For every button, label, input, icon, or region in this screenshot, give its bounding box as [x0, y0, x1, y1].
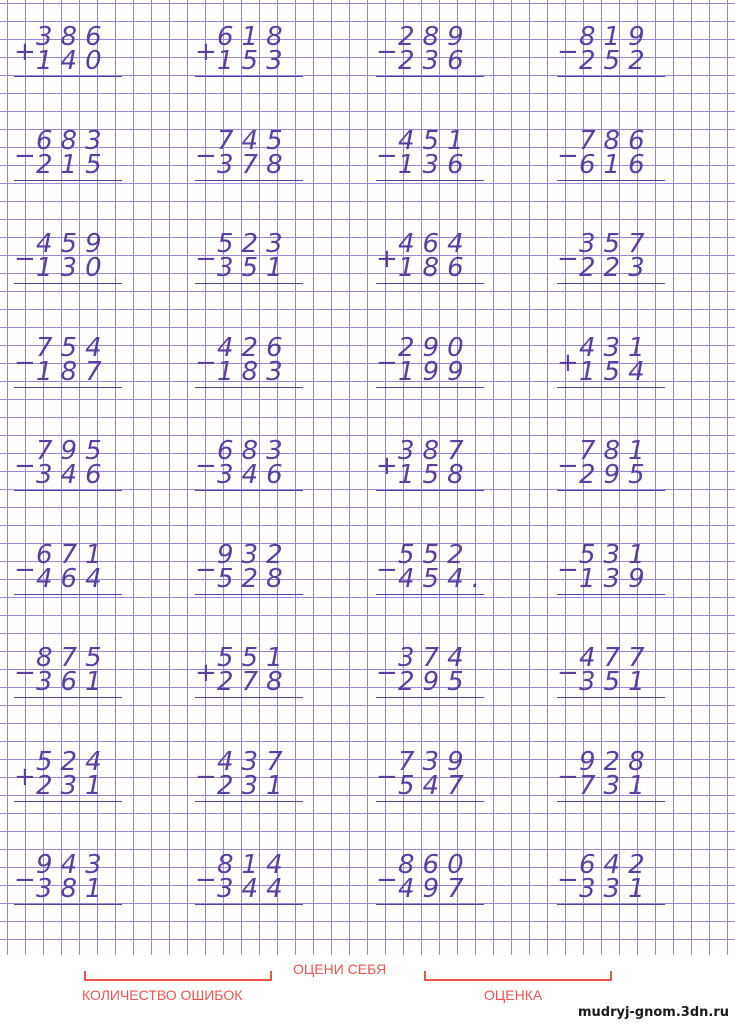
- problem-8: [553, 125, 663, 188]
- minuend: 932: [217, 539, 291, 570]
- problem-29: [10, 746, 120, 809]
- operation-sign: −: [14, 658, 36, 688]
- subtrahend: 231: [36, 770, 110, 801]
- problem-28: [553, 645, 663, 705]
- operation-sign: −: [376, 37, 398, 67]
- subtrahend: 346: [36, 460, 110, 490]
- problem-30: [191, 746, 301, 809]
- self-check-label: ОЦЕНИ СЕБЯ: [293, 961, 387, 977]
- subtrahend: 252: [579, 46, 653, 76]
- problem-27: [372, 645, 482, 705]
- problem-11: [372, 231, 482, 291]
- operation-sign: −: [195, 761, 217, 792]
- minuend: 290: [398, 332, 472, 363]
- answer-line: [557, 283, 665, 284]
- subtrahend: 187: [36, 356, 110, 387]
- minuend: 374: [398, 643, 472, 673]
- problem-19: [372, 438, 482, 498]
- subtrahend: 295: [579, 460, 653, 490]
- minuend: 781: [579, 436, 653, 466]
- subtrahend: 215: [36, 149, 110, 180]
- problem-7: [372, 125, 482, 188]
- answer-line: [14, 490, 122, 491]
- subtrahend: 361: [36, 667, 110, 697]
- operation-sign: −: [195, 865, 217, 895]
- subtrahend: 616: [579, 149, 653, 180]
- problem-13: [10, 332, 120, 395]
- subtrahend: 158: [398, 460, 472, 490]
- minuend: 431: [579, 332, 653, 363]
- subtrahend: 236: [398, 46, 472, 76]
- answer-line: [376, 387, 484, 388]
- minuend: 795: [36, 436, 110, 466]
- answer-line: [14, 180, 122, 181]
- site-watermark: mudryj-gnom.3dn.ru: [577, 1005, 729, 1020]
- minuend: 289: [398, 22, 472, 52]
- operation-sign: −: [376, 865, 398, 895]
- problem-26: [191, 645, 301, 705]
- minuend: 464: [398, 229, 472, 259]
- subtrahend: 378: [217, 149, 291, 180]
- answer-line: [557, 801, 665, 802]
- subtrahend: 731: [579, 770, 653, 801]
- subtrahend: 547: [398, 770, 472, 801]
- subtrahend: 295: [398, 667, 472, 697]
- operation-sign: −: [14, 244, 36, 274]
- grade-bracket: [424, 971, 612, 981]
- minuend: 552: [398, 539, 472, 570]
- minuend: 551: [217, 643, 291, 673]
- answer-line: [376, 283, 484, 284]
- errors-bracket: [84, 971, 272, 981]
- problem-21: [10, 539, 120, 602]
- operation-sign: −: [557, 140, 579, 171]
- problem-6: [191, 125, 301, 188]
- problem-34: [191, 852, 301, 912]
- operation-sign: −: [557, 244, 579, 274]
- operation-sign: −: [14, 347, 36, 378]
- minuend: 671: [36, 539, 110, 570]
- operation-sign: −: [195, 554, 217, 585]
- problem-14: [191, 332, 301, 395]
- problem-36: [553, 852, 663, 912]
- subtrahend: 351: [217, 253, 291, 283]
- problem-32: [553, 746, 663, 809]
- answer-line: [195, 594, 303, 595]
- problem-18: [191, 438, 301, 498]
- operation-sign: +: [14, 761, 36, 792]
- answer-line: [376, 697, 484, 698]
- operation-sign: −: [376, 347, 398, 378]
- minuend: 683: [36, 125, 110, 156]
- answer-line: [557, 180, 665, 181]
- operation-sign: +: [376, 244, 398, 274]
- answer-line: [14, 76, 122, 77]
- operation-sign: −: [14, 865, 36, 895]
- subtrahend: 153: [217, 46, 291, 76]
- answer-line: [14, 904, 122, 905]
- problem-10: [191, 231, 301, 291]
- subtrahend: 344: [217, 874, 291, 904]
- operation-sign: −: [376, 554, 398, 585]
- operation-sign: −: [557, 37, 579, 67]
- minuend: 819: [579, 22, 653, 52]
- subtrahend: 351: [579, 667, 653, 697]
- minuend: 860: [398, 850, 472, 880]
- subtrahend: 186: [398, 253, 472, 283]
- minuend: 683: [217, 436, 291, 466]
- subtrahend: 497: [398, 874, 472, 904]
- minuend: 943: [36, 850, 110, 880]
- answer-line: [195, 904, 303, 905]
- answer-line: [14, 387, 122, 388]
- problem-22: [191, 539, 301, 602]
- answer-line: [557, 490, 665, 491]
- answer-line: [376, 180, 484, 181]
- answer-line: [195, 283, 303, 284]
- answer-line: [376, 594, 484, 595]
- subtrahend: 278: [217, 667, 291, 697]
- problem-1: [10, 24, 120, 84]
- answer-line: [557, 387, 665, 388]
- problem-3: [372, 24, 482, 84]
- problem-25: [10, 645, 120, 705]
- operation-sign: −: [557, 865, 579, 895]
- problem-2: [191, 24, 301, 84]
- answer-line: [376, 904, 484, 905]
- minuend: 814: [217, 850, 291, 880]
- subtrahend: 199: [398, 356, 472, 387]
- subtrahend: 154: [579, 356, 653, 387]
- subtrahend: 223: [579, 253, 653, 283]
- minuend: 754: [36, 332, 110, 363]
- problem-24: [553, 539, 663, 602]
- subtrahend: 136: [398, 149, 472, 180]
- minuend: 786: [579, 125, 653, 156]
- minuend: 477: [579, 643, 653, 673]
- problem-12: [553, 231, 663, 291]
- subtrahend: 140: [36, 46, 110, 76]
- subtrahend: 528: [217, 563, 291, 594]
- minuend: 745: [217, 125, 291, 156]
- answer-line: [376, 76, 484, 77]
- minuend: 451: [398, 125, 472, 156]
- operation-sign: −: [14, 451, 36, 481]
- minuend: 739: [398, 746, 472, 777]
- minuend: 928: [579, 746, 653, 777]
- minuend: 386: [36, 22, 110, 52]
- operation-sign: −: [557, 761, 579, 792]
- operation-sign: +: [195, 37, 217, 67]
- problem-9: [10, 231, 120, 291]
- subtrahend: 139: [579, 563, 653, 594]
- subtrahend: 454.: [398, 563, 488, 594]
- answer-line: [14, 697, 122, 698]
- minuend: 875: [36, 643, 110, 673]
- answer-line: [14, 594, 122, 595]
- operation-sign: +: [195, 658, 217, 688]
- answer-line: [557, 697, 665, 698]
- answer-line: [195, 801, 303, 802]
- operation-sign: −: [557, 658, 579, 688]
- operation-sign: +: [14, 37, 36, 67]
- answer-line: [195, 387, 303, 388]
- minuend: 357: [579, 229, 653, 259]
- grade-label: ОЦЕНКА: [484, 987, 543, 1003]
- minuend: 618: [217, 22, 291, 52]
- problem-31: [372, 746, 482, 809]
- problem-20: [553, 438, 663, 498]
- problem-23: [372, 539, 488, 602]
- minuend: 437: [217, 746, 291, 777]
- operation-sign: −: [195, 140, 217, 171]
- answer-line: [376, 801, 484, 802]
- operation-sign: −: [376, 140, 398, 171]
- problem-4: [553, 24, 663, 84]
- problem-16: [553, 332, 663, 395]
- subtrahend: 183: [217, 356, 291, 387]
- answer-line: [557, 904, 665, 905]
- problem-33: [10, 852, 120, 912]
- problem-5: [10, 125, 120, 188]
- problem-15: [372, 332, 482, 395]
- minuend: 531: [579, 539, 653, 570]
- subtrahend: 130: [36, 253, 110, 283]
- problem-17: [10, 438, 120, 498]
- answer-line: [195, 180, 303, 181]
- subtrahend: 464: [36, 563, 110, 594]
- minuend: 387: [398, 436, 472, 466]
- operation-sign: −: [376, 761, 398, 792]
- minuend: 426: [217, 332, 291, 363]
- errors-label: КОЛИЧЕСТВО ОШИБОК: [82, 987, 243, 1003]
- answer-line: [195, 697, 303, 698]
- answer-line: [195, 76, 303, 77]
- subtrahend: 231: [217, 770, 291, 801]
- self-assessment-footer: [0, 955, 735, 1024]
- answer-line: [14, 801, 122, 802]
- answer-line: [557, 594, 665, 595]
- answer-line: [557, 76, 665, 77]
- operation-sign: −: [557, 451, 579, 481]
- operation-sign: −: [195, 451, 217, 481]
- subtrahend: 381: [36, 874, 110, 904]
- answer-line: [376, 490, 484, 491]
- operation-sign: −: [376, 658, 398, 688]
- answer-line: [14, 283, 122, 284]
- operation-sign: −: [14, 140, 36, 171]
- subtrahend: 346: [217, 460, 291, 490]
- operation-sign: +: [376, 451, 398, 481]
- minuend: 642: [579, 850, 653, 880]
- answer-line: [195, 490, 303, 491]
- subtrahend: 331: [579, 874, 653, 904]
- operation-sign: +: [557, 347, 579, 378]
- operation-sign: −: [557, 554, 579, 585]
- minuend: 523: [217, 229, 291, 259]
- operation-sign: −: [195, 244, 217, 274]
- minuend: 459: [36, 229, 110, 259]
- minuend: 524: [36, 746, 110, 777]
- problem-35: [372, 852, 482, 912]
- operation-sign: −: [14, 554, 36, 585]
- operation-sign: −: [195, 347, 217, 378]
